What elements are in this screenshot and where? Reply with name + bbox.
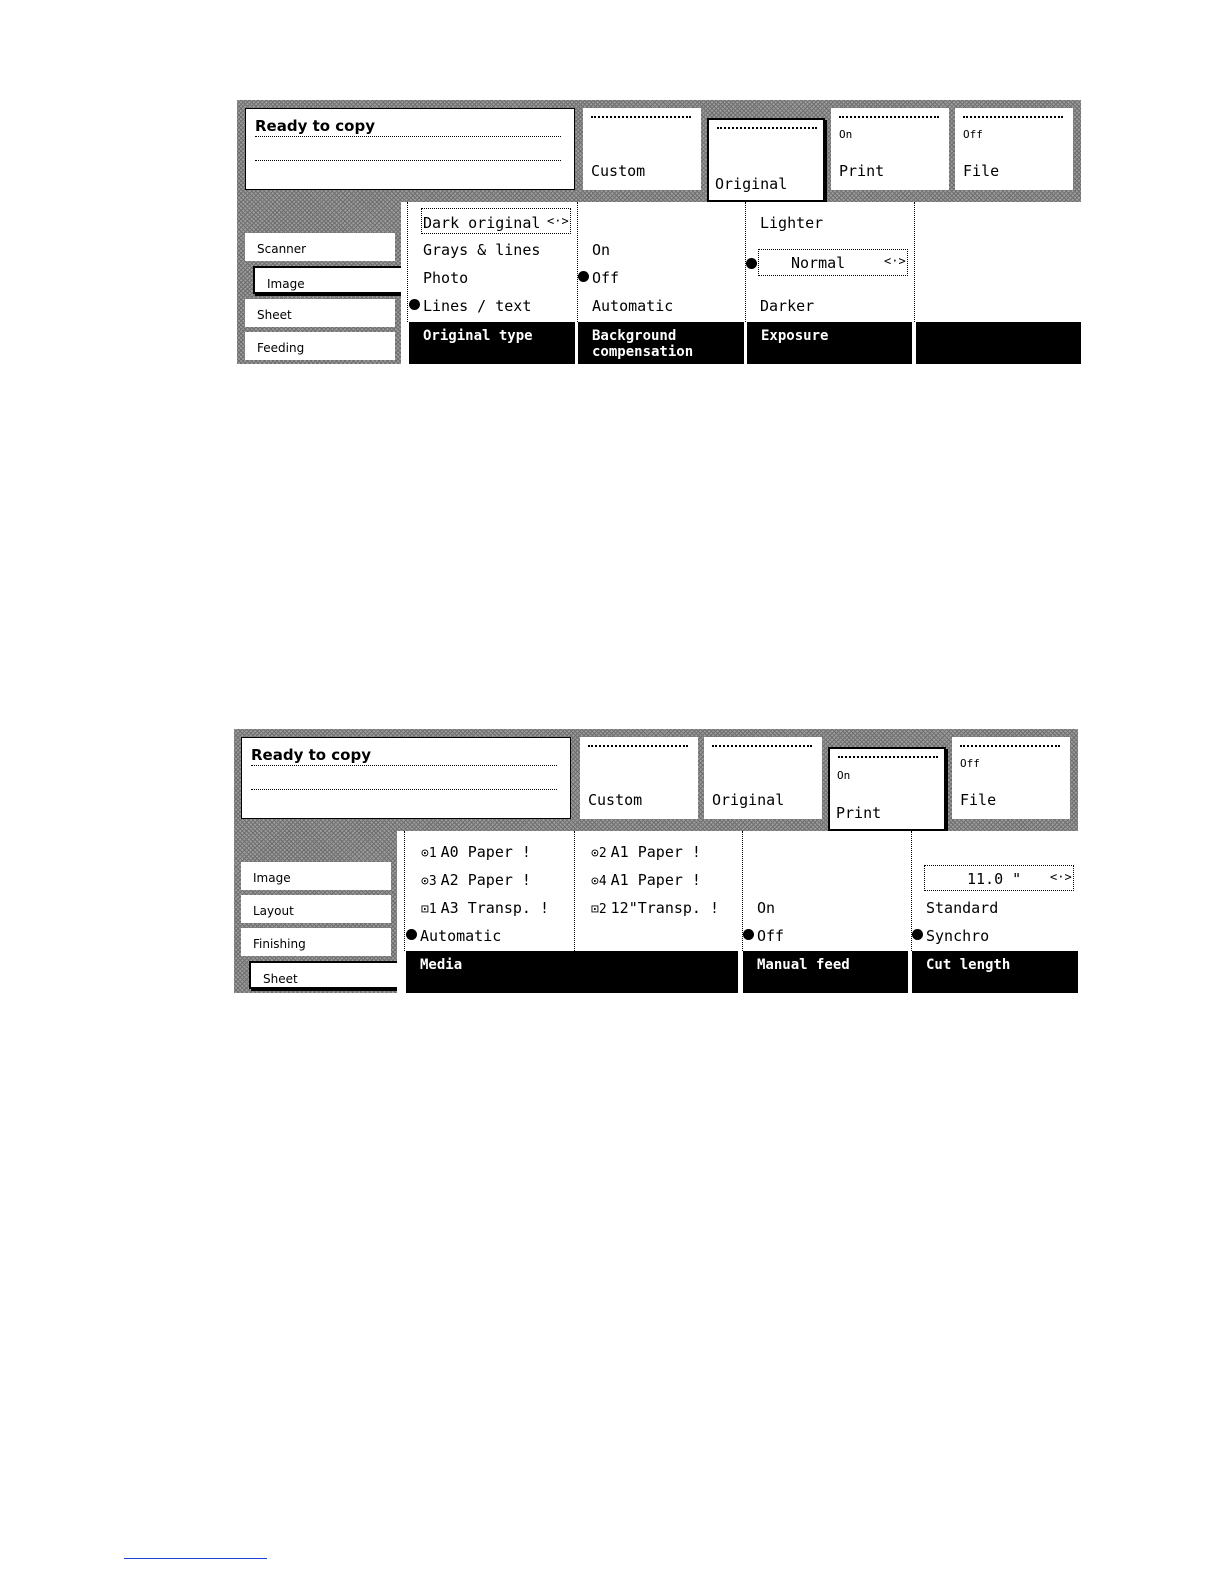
- selected-bullet: [406, 929, 417, 940]
- paper-roll-icon: ⊙2: [591, 846, 607, 861]
- tab-image[interactable]: Image: [253, 266, 403, 294]
- transparency-icon: ⊡1: [421, 902, 437, 917]
- tab-finishing[interactable]: Finishing: [241, 928, 391, 956]
- option-grays-lines[interactable]: Grays & lines: [423, 241, 541, 259]
- mode-button-label: Print: [836, 804, 882, 822]
- mode-button-label: File: [963, 162, 1000, 180]
- header-empty: [916, 322, 1081, 364]
- option-dark-original[interactable]: Dark original: [423, 214, 541, 232]
- option-on[interactable]: On: [757, 899, 776, 917]
- mode-button-print[interactable]: [831, 108, 949, 190]
- mode-state: On: [839, 128, 853, 141]
- header-line: Background: [592, 328, 677, 344]
- media-option-12-transp[interactable]: [591, 899, 719, 917]
- mode-button-original[interactable]: [704, 737, 822, 819]
- footer-rule: [124, 1558, 267, 1559]
- option-normal[interactable]: Normal: [791, 254, 846, 272]
- cut-length-value: 11.0 ": [967, 870, 1022, 888]
- arrows-icon: <·>: [884, 254, 906, 268]
- paper-roll-icon: ⊙4: [591, 874, 607, 889]
- status-title: Ready to copy: [255, 117, 375, 135]
- status-line: [251, 789, 557, 790]
- media-option-a2-paper[interactable]: [421, 871, 531, 889]
- transparency-icon: ⊡2: [591, 902, 607, 917]
- tab-sheet[interactable]: Sheet: [249, 961, 399, 989]
- header-original-type: Original type: [409, 322, 575, 364]
- mode-button-label: Original: [712, 791, 785, 809]
- option-lines-text[interactable]: Lines / text: [423, 297, 532, 315]
- mode-state: On: [837, 769, 851, 782]
- media-option-a0-paper[interactable]: [421, 843, 531, 861]
- status-line: [251, 765, 557, 766]
- mode-button-custom[interactable]: [580, 737, 698, 819]
- selected-bullet: [409, 299, 420, 310]
- paper-roll-icon: ⊙3: [421, 874, 437, 889]
- mode-state: Off: [960, 757, 980, 770]
- header-line: compensation: [592, 344, 694, 360]
- mode-button-print[interactable]: [828, 747, 946, 831]
- media-label: A1 Paper !: [610, 843, 701, 861]
- status-line: [255, 136, 561, 137]
- arrows-icon: <·>: [547, 214, 569, 228]
- mode-button-label: File: [960, 791, 997, 809]
- selected-bullet: [912, 929, 923, 940]
- header-manual-feed: Manual feed: [743, 951, 908, 993]
- option-off[interactable]: Off: [592, 269, 620, 287]
- header-exposure: Exposure: [747, 322, 912, 364]
- option-standard[interactable]: Standard: [926, 899, 999, 917]
- selected-bullet: [578, 271, 589, 282]
- mode-state: Off: [963, 128, 983, 141]
- mode-button-file[interactable]: [955, 108, 1073, 190]
- option-lighter[interactable]: Lighter: [760, 214, 824, 232]
- media-label: A1 Paper !: [610, 871, 701, 889]
- tab-layout[interactable]: Layout: [241, 895, 391, 923]
- mode-button-label: Custom: [588, 791, 643, 809]
- paper-roll-icon: ⊙1: [421, 846, 437, 861]
- option-darker[interactable]: Darker: [760, 297, 815, 315]
- media-label: A2 Paper !: [440, 871, 531, 889]
- mode-button-file[interactable]: [952, 737, 1070, 819]
- tab-scanner[interactable]: Scanner: [245, 233, 395, 261]
- status-line: [255, 160, 561, 161]
- media-label: 12"Transp. !: [610, 899, 720, 917]
- status-box: [245, 108, 575, 190]
- mode-button-label: Print: [839, 162, 885, 180]
- option-on[interactable]: On: [592, 241, 611, 259]
- option-photo[interactable]: Photo: [423, 269, 469, 287]
- selected-bullet: [746, 258, 757, 269]
- tab-image[interactable]: Image: [241, 862, 391, 890]
- header-cut-length: Cut length: [912, 951, 1078, 993]
- media-option-a3-transp[interactable]: [421, 899, 549, 917]
- mode-button-custom[interactable]: [583, 108, 701, 190]
- status-box: [241, 737, 571, 819]
- status-title: Ready to copy: [251, 746, 371, 764]
- selected-bullet: [743, 929, 754, 940]
- media-option-a1-paper-4[interactable]: [591, 871, 701, 889]
- media-option-automatic[interactable]: Automatic: [420, 927, 502, 945]
- option-synchro[interactable]: Synchro: [926, 927, 990, 945]
- mode-button-label: Original: [715, 175, 788, 193]
- media-label: A0 Paper !: [440, 843, 531, 861]
- tab-feeding[interactable]: Feeding: [245, 332, 395, 360]
- media-option-a1-paper[interactable]: [591, 843, 701, 861]
- mode-button-original[interactable]: [707, 118, 825, 202]
- arrows-icon: <·>: [1050, 870, 1072, 884]
- tab-sheet[interactable]: Sheet: [245, 299, 395, 327]
- header-background-compensation: [578, 322, 744, 364]
- media-label: A3 Transp. !: [440, 899, 550, 917]
- mode-button-label: Custom: [591, 162, 646, 180]
- option-automatic[interactable]: Automatic: [592, 297, 674, 315]
- option-off[interactable]: Off: [757, 927, 785, 945]
- header-media: Media: [406, 951, 738, 993]
